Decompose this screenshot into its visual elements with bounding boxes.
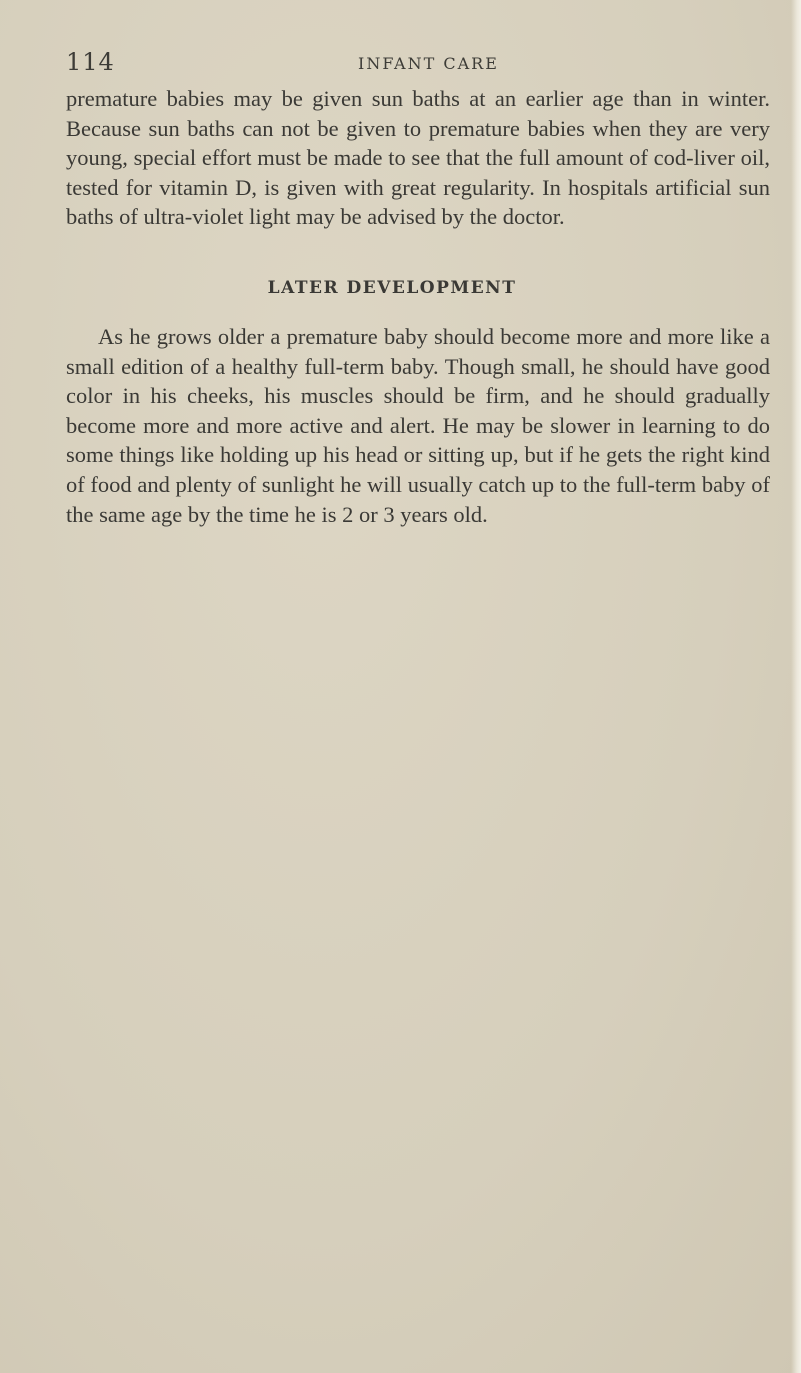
section-heading: LATER DEVELOPMENT	[267, 278, 517, 298]
page-number: 114	[66, 48, 115, 76]
page-header	[66, 48, 766, 82]
paragraph-later-development: As he grows older a premature baby should become more and more like a small edition of a healthy full-term baby. Though small, he should have good color in his cheeks, his muscles should be firm, and he should gradually become more and more active and alert. He may be slower in learning to do some things like holding up his head or sitting up, but if he gets the right kind of food and plenty of sunlight he will usually catch up to the full-term baby of the same age by the time he is 2 or 3 years old.	[66, 324, 770, 527]
page-edge	[791, 0, 801, 1373]
running-head: INFANT CARE	[358, 54, 499, 73]
paragraph-continuation: premature babies may be given sun baths at an earlier age than in winter. Because sun baths can not be given to premature babies when they are very young, special effort must be made to see that the full amount of cod-liver oil, tested for vitamin D, is given with great regularity. In hospitals artificial sun baths of ultra-violet light may be advised by the doctor.	[66, 86, 770, 230]
